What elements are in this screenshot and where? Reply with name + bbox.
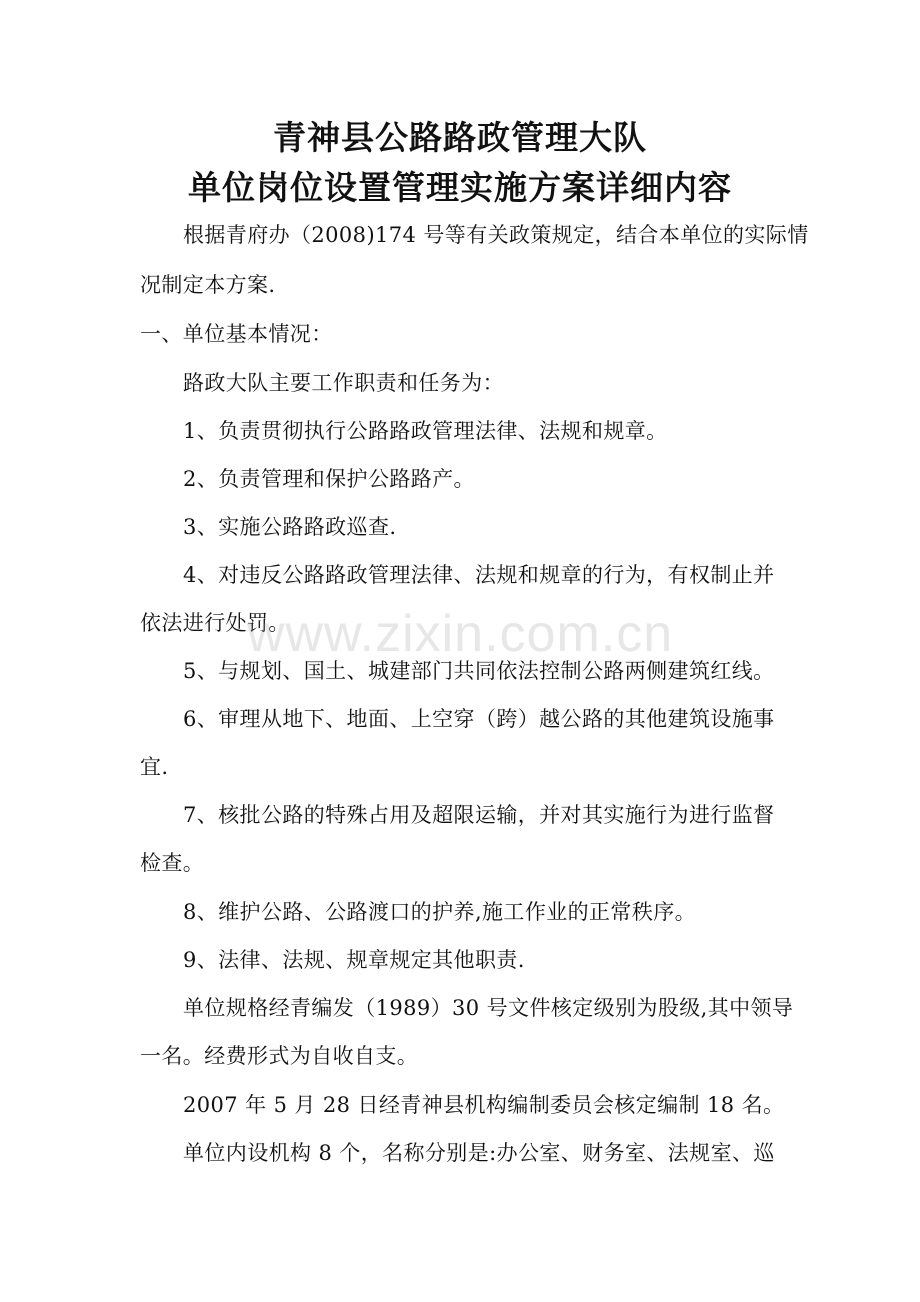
paragraph-line: 2007 年 5 月 28 日经青神县机构编制委员会核定编制 18 名。 xyxy=(183,1093,785,1117)
list-item: 1、负责贯彻执行公路路政管理法律、法规和规章。 xyxy=(183,419,668,443)
watermark: www.zixin.com.cn xyxy=(246,605,674,663)
list-item: 2、负责管理和保护公路路产。 xyxy=(183,467,475,491)
paragraph-line: 况制定本方案. xyxy=(140,273,276,297)
paragraph-line: 单位规格经青编发（1989）30 号文件核定级别为股级,其中领导 xyxy=(183,996,794,1020)
list-item: 7、核批公路的特殊占用及超限运输，并对其实施行为进行监督 xyxy=(183,803,775,827)
list-item: 5、与规划、国土、城建部门共同依法控制公路两侧建筑红线。 xyxy=(183,659,775,683)
document-title-line-1: 青神县公路路政管理大队 xyxy=(273,118,647,157)
list-item: 3、实施公路路政巡查. xyxy=(183,515,397,539)
list-item-continuation: 依法进行处罚。 xyxy=(140,611,290,635)
document-title-line-2: 单位岗位设置管理实施方案详细内容 xyxy=(188,168,732,207)
paragraph-line: 根据青府办（2008)174 号等有关政策规定，结合本单位的实际情 xyxy=(183,223,809,247)
list-item: 9、法律、法规、规章规定其他职责. xyxy=(183,948,525,972)
paragraph-line: 路政大队主要工作职责和任务为： xyxy=(183,371,504,395)
list-item: 4、对违反公路路政管理法律、法规和规章的行为，有权制止并 xyxy=(183,563,775,587)
paragraph-line: 单位内设机构 8 个，名称分别是:办公室、财务室、法规室、巡 xyxy=(183,1141,775,1165)
list-item: 6、审理从地下、地面、上空穿（跨）越公路的其他建筑设施事 xyxy=(183,707,775,731)
paragraph-line: 一名。经费形式为自收自支。 xyxy=(140,1044,419,1068)
list-item-continuation: 宜. xyxy=(140,755,169,779)
list-item: 8、维护公路、公路渡口的护养,施工作业的正常秩序。 xyxy=(183,900,697,924)
list-item-continuation: 检查。 xyxy=(140,851,205,875)
section-heading: 一、单位基本情况： xyxy=(140,322,333,346)
